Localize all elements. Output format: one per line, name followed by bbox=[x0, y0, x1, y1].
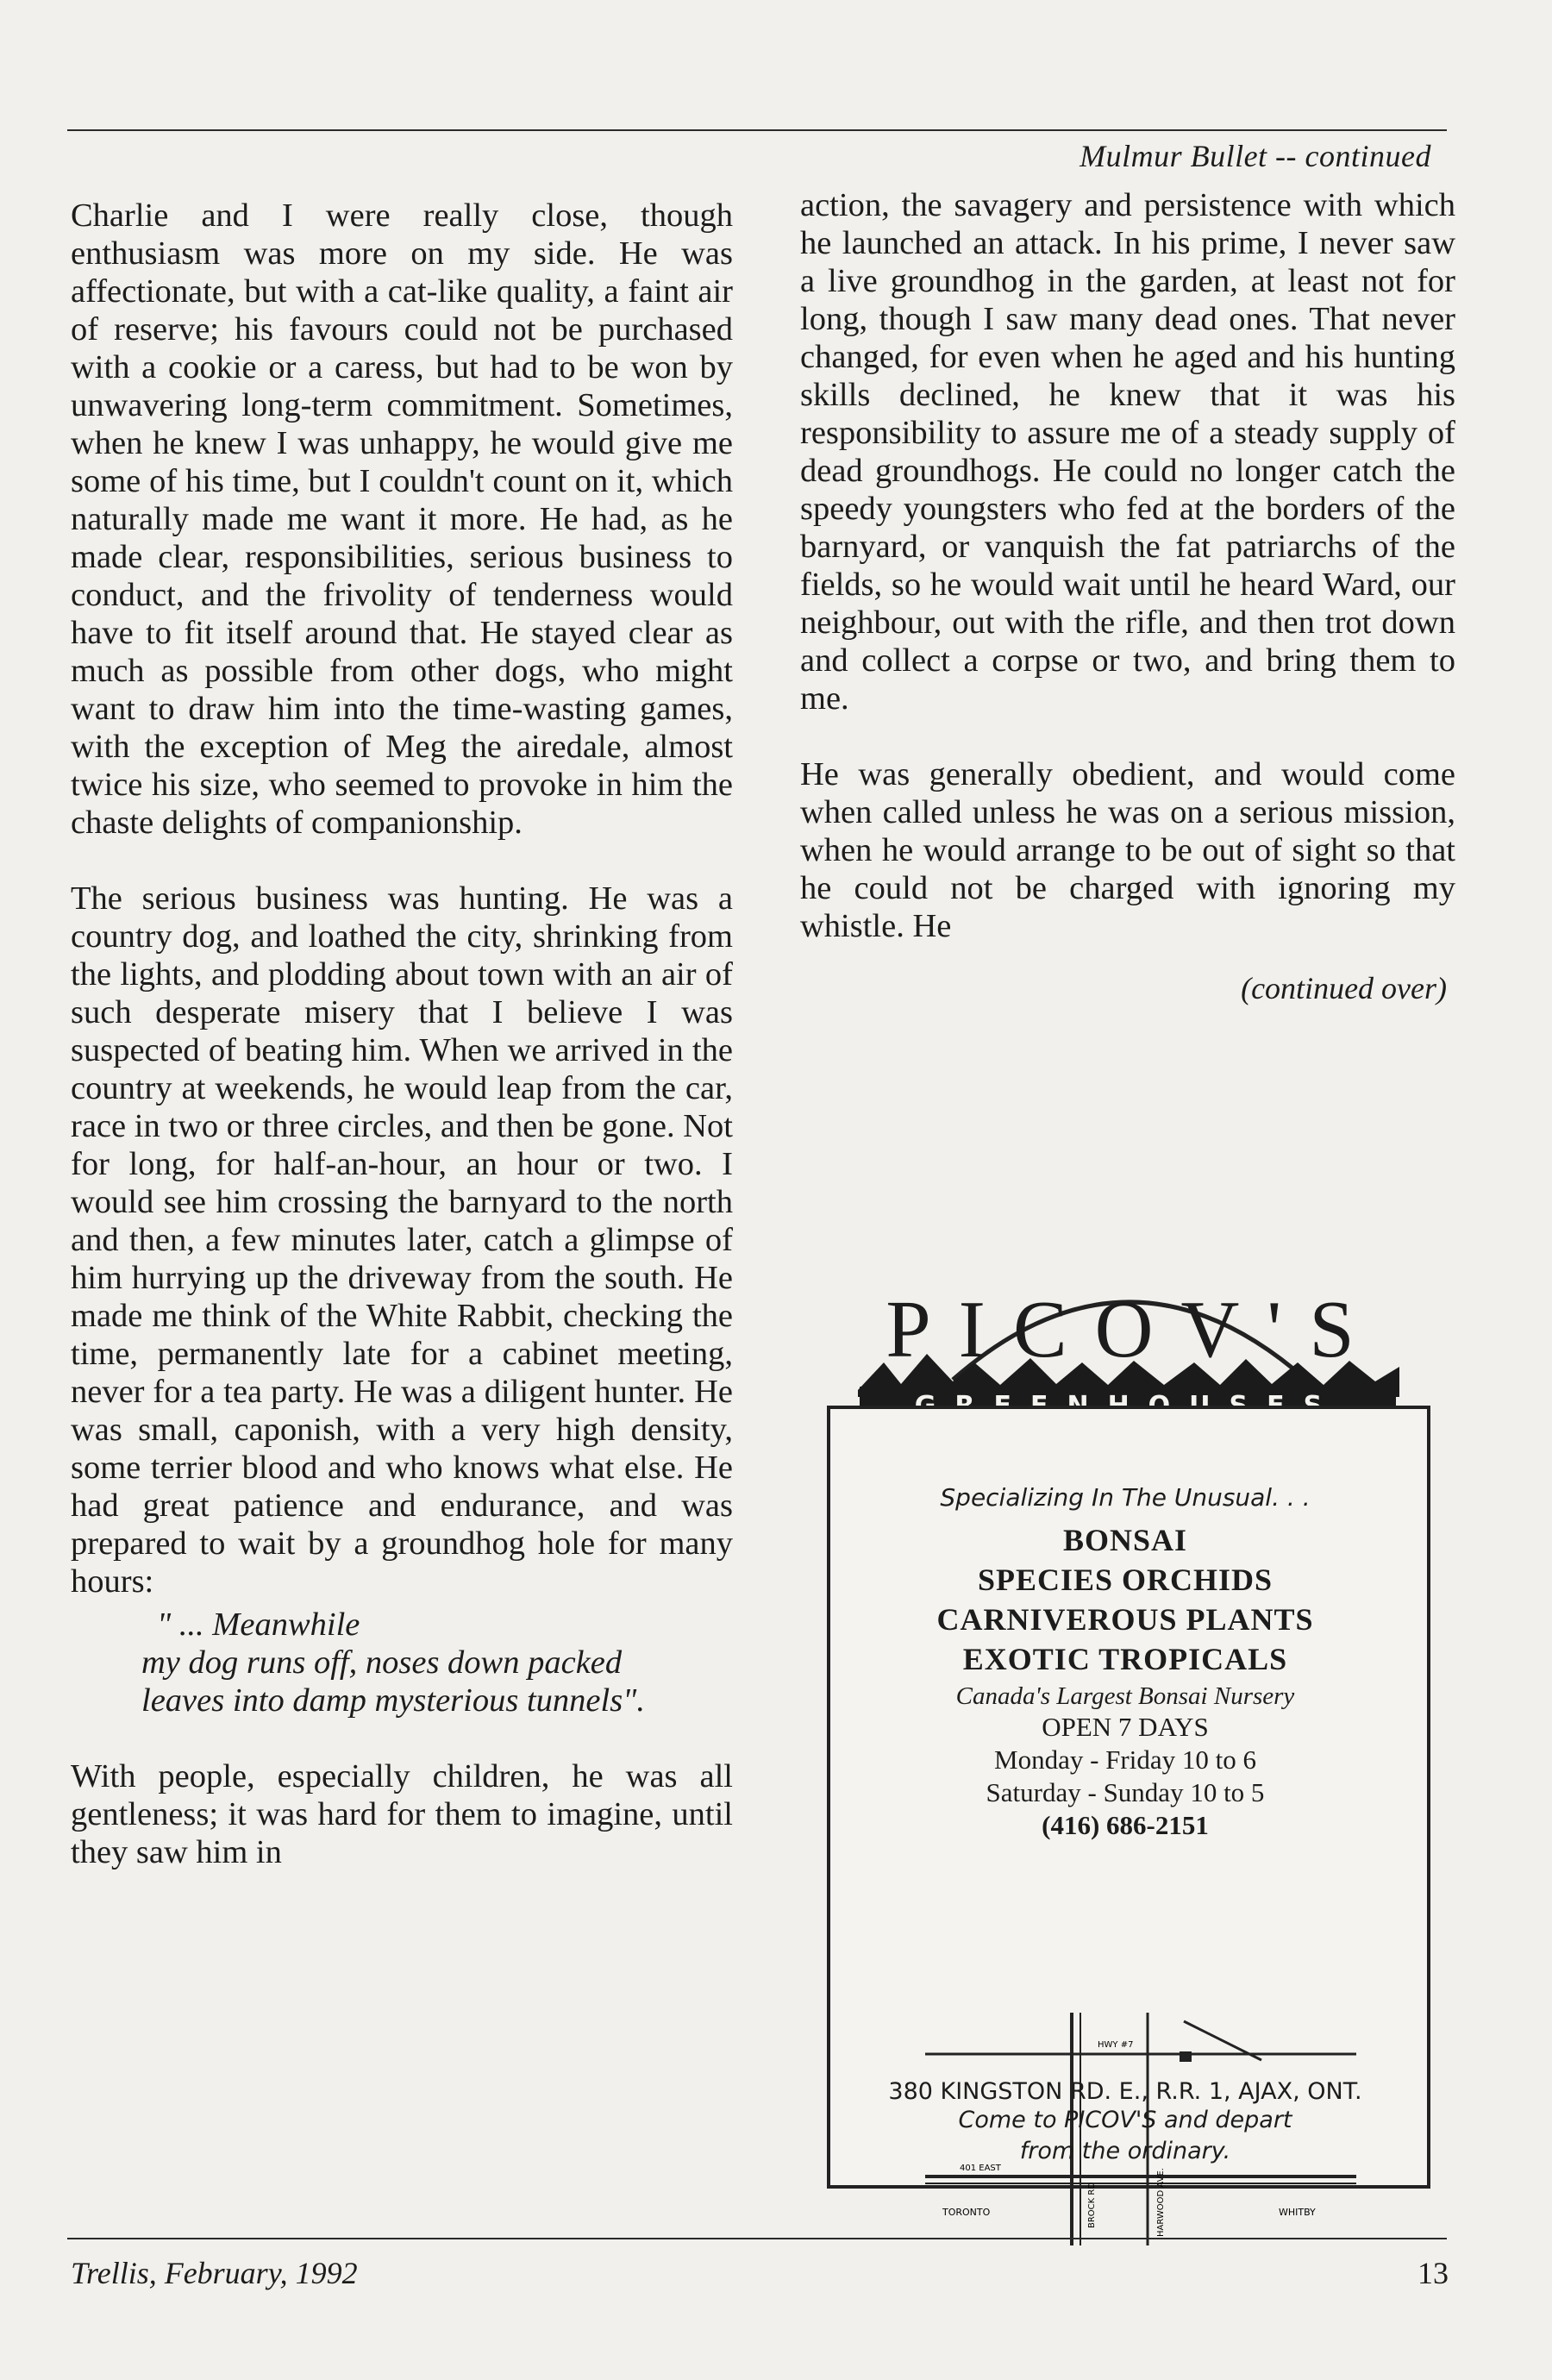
ad-open: OPEN 7 DAYS bbox=[1042, 1712, 1209, 1742]
ad-tagline: Specializing In The Unusual. . . bbox=[940, 1483, 1311, 1512]
page-number: 13 bbox=[1417, 2256, 1449, 2290]
top-rule bbox=[67, 129, 1447, 131]
map-label-toronto: TORONTO bbox=[942, 2207, 991, 2218]
map-label-401: 401 EAST bbox=[960, 2164, 1001, 2173]
map-label-harwood: HARWOOD AVE. bbox=[1156, 2168, 1166, 2237]
right-paragraph-2: He was generally obedient, and would come when called unless he was on a serious mission, when he would arrange to be out of sight so that he could not be charged with ignoring my whistle. He bbox=[800, 756, 1455, 944]
map-label-brock: BROCK RD bbox=[1087, 2182, 1097, 2228]
right-paragraph-1: action, the savagery and persistence with which he launched an attack. In his prime, I never saw a live groundhog in the garden, at least not for long, though I saw many dead ones. That never changed, for even when he aged and his hunting skills declined, he knew that it was his responsibility to assure me of a steady supply of dead groundhogs. He could no longer catch the speedy youngsters who fed at the borders of the barnyard, or vanquish the fat patriarchs of the fields, so he would wait until he heard Ward, our neighbour, out with the rifle, and then trot down and collect a corpse or two, and bring them to me. bbox=[800, 187, 1455, 717]
ad-item-orchids: SPECIES ORCHIDS bbox=[977, 1563, 1274, 1597]
ad-item-tropicals: EXOTIC TROPICALS bbox=[962, 1642, 1288, 1676]
footer-publication: Trellis, February, 1992 bbox=[71, 2256, 358, 2290]
poem-line-2: my dog runs off, noses down packed bbox=[141, 1644, 623, 1681]
ad-nursery: Canada's Largest Bonsai Nursery bbox=[955, 1682, 1295, 1710]
map-label-hwy: HWY #7 bbox=[1098, 2040, 1134, 2050]
ad-address: 380 KINGSTON RD. E., R.R. 1, AJAX, ONT. bbox=[888, 2078, 1362, 2105]
map-label-whitby: WHITBY bbox=[1279, 2207, 1316, 2218]
poem-quote bbox=[71, 1606, 733, 1719]
ad-item-bonsai: BONSAI bbox=[1062, 1523, 1188, 1557]
ad-item-carniverous: CARNIVEROUS PLANTS bbox=[936, 1602, 1314, 1637]
ad-content bbox=[827, 1483, 1424, 1842]
left-column bbox=[71, 197, 733, 1871]
ad-address-block bbox=[827, 2078, 1424, 2167]
picovs-advertisement bbox=[823, 1233, 1436, 2237]
ad-slogan-2: from the ordinary. bbox=[1019, 2138, 1231, 2164]
continued-over-note: (continued over) bbox=[1241, 971, 1447, 1005]
right-column bbox=[800, 186, 1455, 1007]
bottom-rule bbox=[67, 2238, 1447, 2239]
poem-line-1: " ... Meanwhile bbox=[157, 1606, 360, 1643]
left-paragraph-3: With people, especially children, he was all gentleness; it was hard for them to imagine, until they saw him in bbox=[71, 1758, 733, 1870]
running-head: Mulmur Bullet -- continued bbox=[1080, 139, 1431, 173]
ad-phone: (416) 686-2151 bbox=[1042, 1810, 1209, 1840]
poem-line-3: leaves into damp mysterious tunnels". bbox=[141, 1682, 645, 1719]
ad-slogan-1: Come to PICOV'S and depart bbox=[958, 2107, 1292, 2133]
left-paragraph-1: Charlie and I were really close, though enthusiasm was more on my side. He was affectionate, but with a cat-like quality, a faint air of reserve; his favours could not be purchased with a cookie or a caress, but had to be won by unwavering long-term commitment. Sometimes, when he knew I was unhappy, he would give me some of his time, but I couldn't count on it, which naturally made me want it more. He had, as he made clear, responsibilities, serious business to conduct, and the frivolity of tenderness would have to fit itself around that. He stayed clear as much as possible from other dogs, who might want to draw him into the time-wasting games, with the exception of Meg the airedale, almost twice his size, who seemed to provoke in him the chaste delights of companionship. bbox=[71, 197, 733, 841]
ad-hours-weekday: Monday - Friday 10 to 6 bbox=[994, 1744, 1256, 1775]
left-paragraph-2: The serious business was hunting. He was a country dog, and loathed the city, shrinking from the lights, and plodding about town with an air of such desperate misery that I believe I was suspected of beating him. When we arrived in the country at weekends, he would leap from the car, race in two or three circles, and then be gone. Not for long, for half-an-hour, an hour or two. I would see him crossing the barnyard to the north and then, a few minutes later, catch a glimpse of him hurrying up the driveway from the south. He made me think of the White Rabbit, checking the time, permanently late for a cabinet meeting, never for a tea party. He was a diligent hunter. He was small, caponish, with a very high density, some terrier blood and who knows what else. He had great patience and endurance, and was prepared to wait by a groundhog hole for many hours: bbox=[71, 880, 733, 1600]
ad-hours-weekend: Saturday - Sunday 10 to 5 bbox=[986, 1777, 1265, 1807]
picovs-logo: PICOV'S bbox=[886, 1285, 1382, 1375]
